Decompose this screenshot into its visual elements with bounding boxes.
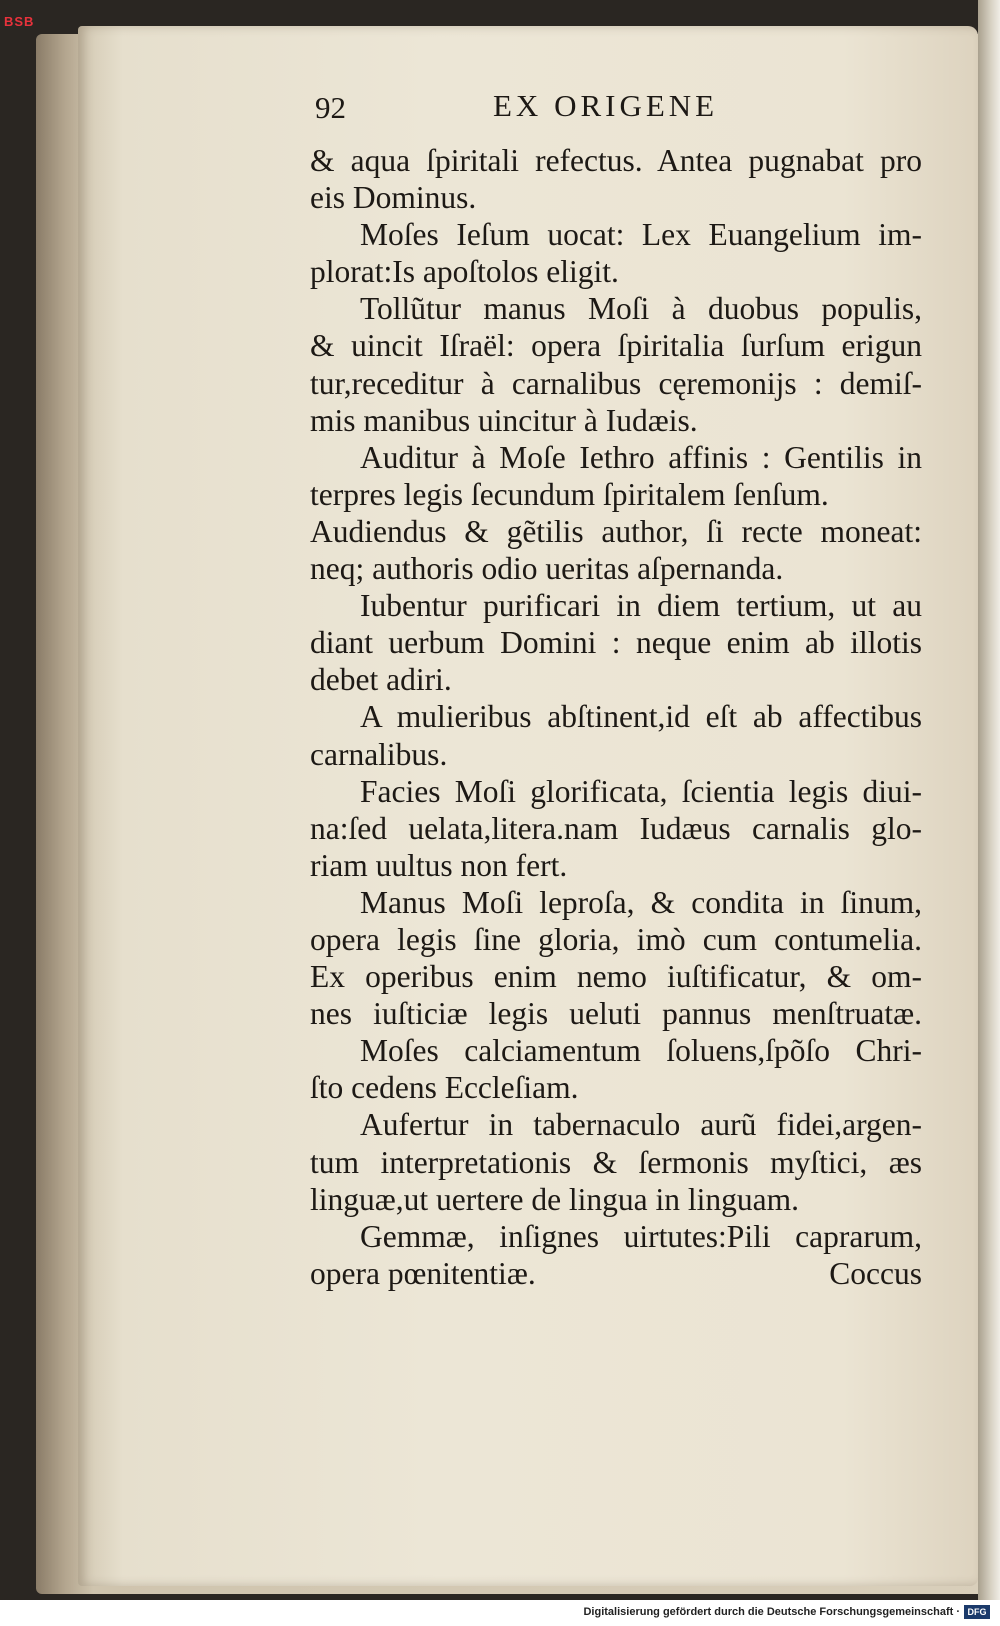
facing-page-edge [978, 0, 1000, 1600]
footer-bar [0, 1600, 1000, 1626]
text-line: Gemmæ, inſignes uirtutes:Pili caprarum, [360, 1218, 922, 1254]
text-line: Aufertur in tabernaculo aurũ fidei,argen- [360, 1107, 922, 1143]
text-line: Manus Moſi leproſa, & condita in ſinum, [360, 884, 922, 920]
text-line: riam uultus non fert. [310, 847, 568, 883]
text-line: Audiendus & gẽtilis author, ſi recte moneat: [310, 513, 922, 549]
text-line: mis manibus uincitur à Iudæis. [310, 402, 698, 438]
text-line: & uincit Iſraël: opera ſpiritalia ſurſum erigun [310, 328, 922, 364]
text-line: neq; authoris odio ueritas aſpernanda. [310, 551, 784, 587]
text-line: Tollũtur manus Moſi à duobus populis, [360, 291, 922, 327]
text-line: linguæ,ut uertere de lingua in linguam. [310, 1181, 800, 1217]
text-line: Auditur à Moſe Iethro affinis : Gentilis in [360, 439, 922, 475]
text-line: ſto cedens Eccleſiam. [310, 1070, 579, 1106]
text-line: nes iuſticiæ legis ueluti pannus menſtruatæ. [310, 996, 922, 1032]
text-line: plorat:Is apoſtolos eligit. [310, 254, 619, 290]
text-line: debet adiri. [310, 662, 452, 698]
text-line: Moſes calciamentum ſoluens,ſpõſo Chri- [360, 1033, 922, 1069]
text-line: opera legis ſine gloria, imò cum contumelia. [310, 921, 922, 957]
dfg-logo: DFG [964, 1605, 990, 1619]
text-line: & aqua ſpiritali refectus. Antea pugnabat pro [310, 143, 922, 178]
text-line: tum interpretationis & ſermonis myſtici, æs [310, 1144, 922, 1180]
catchword: Coccus [829, 1255, 922, 1291]
text-line: terpres legis ſecundum ſpiritalem ſenſum. [310, 476, 829, 512]
page-header [315, 88, 815, 128]
running-head: EX ORIGENE [493, 88, 719, 123]
text-line: na:ſed uelata,litera.nam Iudæus carnalis glo- [310, 810, 922, 846]
text-line: Facies Moſi glorificata, ſcientia legis diui- [360, 773, 922, 809]
text-line: Ex operibus enim nemo iuſtificatur, & om- [310, 959, 922, 995]
text-line: diant uerbum Domini : neque enim ab illotis [310, 625, 922, 661]
text-line: eis Dominus. [310, 180, 477, 216]
text-line: carnalibus. [310, 736, 448, 772]
text-line: tur,receditur à carnalibus cęremonijs : demiſ- [310, 365, 922, 401]
body-text [310, 142, 922, 1292]
text-line: Iubentur purificari in diem tertium, ut au [360, 588, 922, 624]
bsb-watermark: BSB [4, 14, 35, 29]
text-line: Moſes Ieſum uocat: Lex Euangelium im- [360, 217, 922, 253]
text-line: A mulieribus abſtinent,id eſt ab affectibus [360, 699, 922, 735]
digitization-credit: Digitalisierung gefördert durch die Deutsche Forschungsgemeinschaft · [583, 1606, 960, 1618]
page-number: 92 [315, 90, 346, 125]
text-line: opera pœnitentiæ. [310, 1255, 536, 1291]
last-line [310, 1255, 922, 1292]
